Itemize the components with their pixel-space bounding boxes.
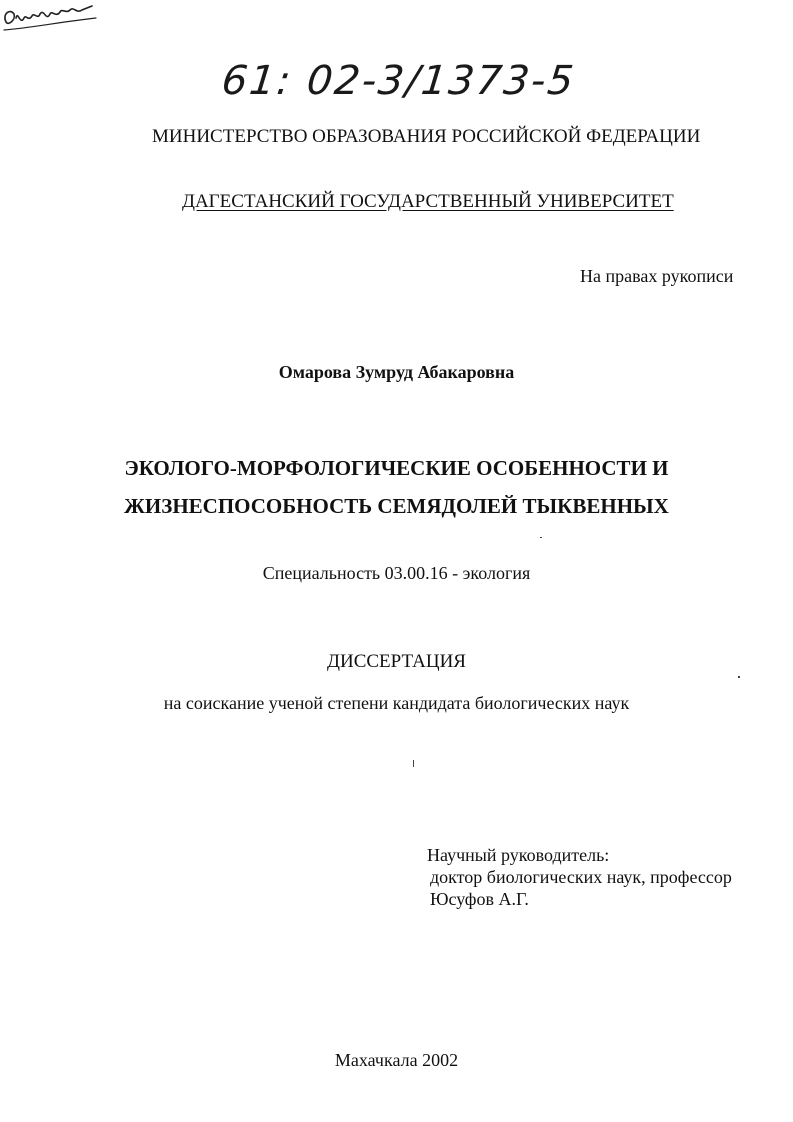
ministry-name: МИНИСТЕРСТВО ОБРАЗОВАНИЯ РОССИЙСКОЙ ФЕДЕРАЦИИ xyxy=(152,126,701,147)
author-name: Омарова Зумруд Абакаровна xyxy=(278,362,515,382)
city-year: Махачкала 2002 xyxy=(334,1050,459,1070)
specialty: Специальность 03.00.16 - экология xyxy=(262,563,531,583)
supervisor-name: Юсуфов А.Г. xyxy=(430,889,529,909)
scan-speck xyxy=(413,760,414,767)
registry-number: 61: 02-3/1373-5 xyxy=(219,58,578,104)
supervisor-label: Научный руководитель: xyxy=(427,845,610,865)
dissertation-title-line-2: ЖИЗНЕСПОСОБНОСТЬ СЕМЯДОЛЕЙ ТЫКВЕННЫХ xyxy=(124,494,669,518)
scan-speck xyxy=(540,537,542,538)
manuscript-rights: На правах рукописи xyxy=(580,266,734,286)
handwritten-signature xyxy=(0,0,100,36)
scan-speck xyxy=(738,676,740,678)
document-type: ДИССЕРТАЦИЯ xyxy=(327,651,466,672)
dissertation-title-line-1: ЭКОЛОГО-МОРФОЛОГИЧЕСКИЕ ОСОБЕННОСТИ И xyxy=(124,456,669,480)
supervisor-rank: доктор биологических наук, профессор xyxy=(430,867,732,887)
degree-description: на соискание ученой степени кандидата биологических наук xyxy=(163,693,630,713)
university-name: ДАГЕСТАНСКИЙ ГОСУДАРСТВЕННЫЙ УНИВЕРСИТЕТ xyxy=(182,191,674,212)
